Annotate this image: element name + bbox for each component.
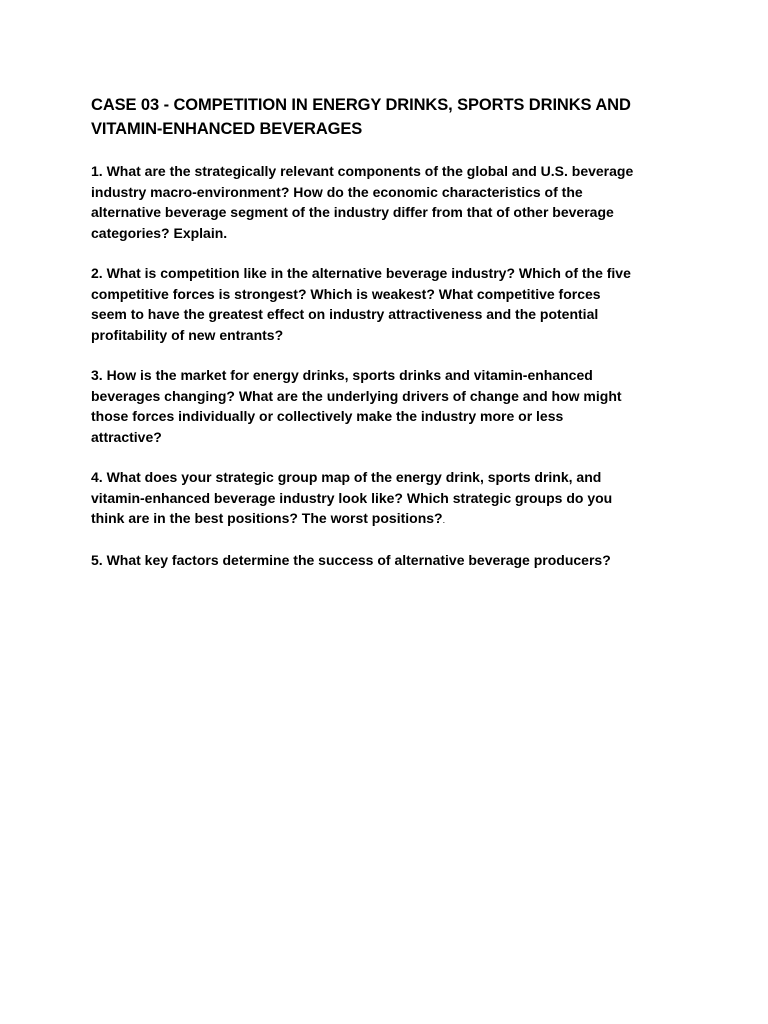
question-line: beverages changing? What are the underlying drivers of change and how might <box>91 387 622 404</box>
question-5 <box>91 550 731 571</box>
question-4 <box>91 467 731 531</box>
question-line: vitamin-enhanced beverage industry look like? Which strategic groups do you <box>91 489 613 506</box>
question-line: categories? Explain. <box>91 224 228 241</box>
question-line: alternative beverage segment of the industry differ from that of other beverage <box>91 204 614 220</box>
case-title-line: CASE 03 - COMPETITION IN ENERGY DRINKS, SPORTS DRINKS AND <box>91 96 631 114</box>
question-line: 1. What are the strategically relevant components of the global and U.S. beverage <box>91 163 634 179</box>
question-line <box>91 508 731 531</box>
question-line: those forces individually or collectively make the industry more or less <box>91 408 564 424</box>
question-line: industry macro-environment? How do the economic characteristics of the <box>91 183 583 200</box>
question-line: 3. How is the market for energy drinks, sports drinks and vitamin-enhanced <box>91 367 593 383</box>
question-line: 4. What does your strategic group map of the energy drink, sports drink, and <box>91 469 602 485</box>
case-title <box>91 93 731 141</box>
question-line: seem to have the greatest effect on industry attractiveness and the potential <box>91 306 599 322</box>
question-line: 5. What key factors determine the success of alternative beverage producers? <box>91 552 611 568</box>
question-line: competitive forces is strongest? Which is weakest? What competitive forces <box>91 285 601 302</box>
question-line: profitability of new entrants? <box>91 326 284 343</box>
question-1 <box>91 161 731 243</box>
question-3 <box>91 365 731 447</box>
question-2 <box>91 263 731 345</box>
question-line: attractive? <box>91 428 162 445</box>
question-line: 2. What is competition like in the alternative beverage industry? Which of the five <box>91 265 631 281</box>
case-title-line: VITAMIN-ENHANCED BEVERAGES <box>91 120 363 138</box>
trailing-mark: . <box>442 515 446 525</box>
question-line-text: think are in the best positions? The worst positions? <box>91 510 443 526</box>
